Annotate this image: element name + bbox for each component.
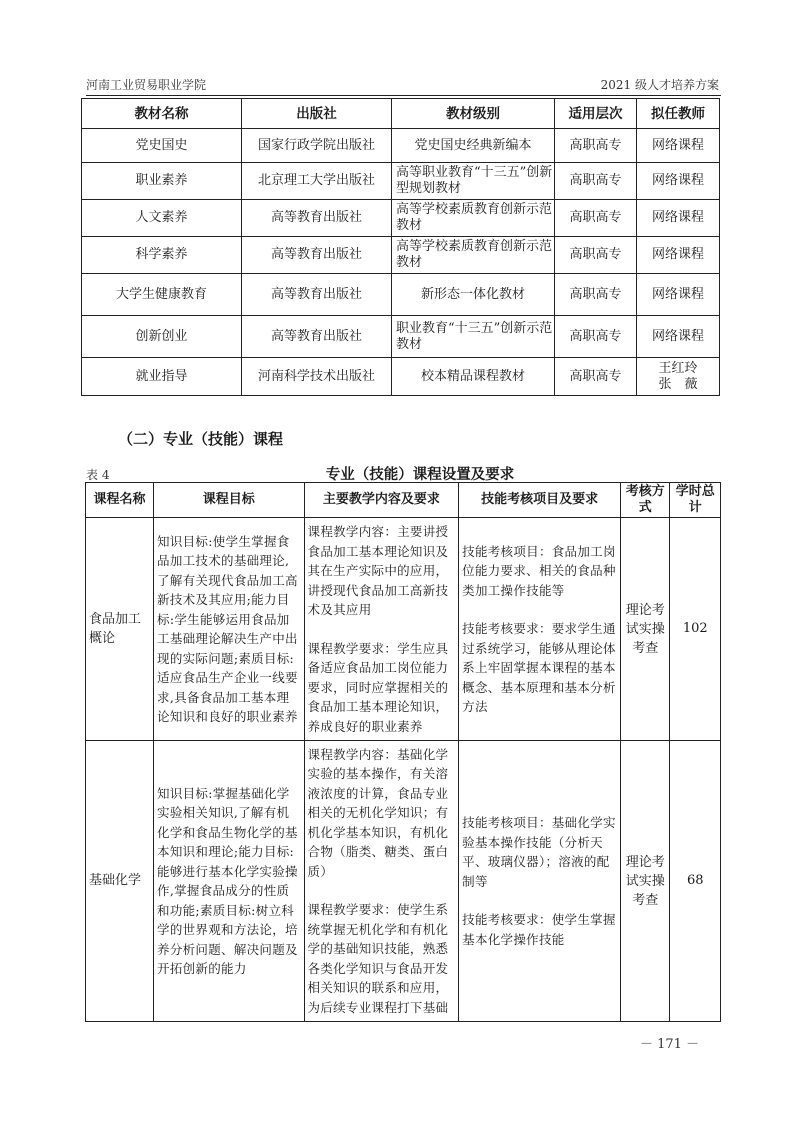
- cell-publisher: 高等教育出版社: [242, 237, 392, 274]
- cell-course-content: [304, 518, 459, 741]
- table-row: [82, 316, 720, 358]
- col-header: 拟任教师: [637, 99, 720, 129]
- cell-scope: 高职高专: [555, 316, 637, 358]
- col-header: 技能考核项目及要求: [459, 483, 621, 518]
- cell-name: 就业指导: [82, 358, 242, 396]
- cell-teacher: 网络课程: [637, 129, 720, 163]
- teacher-name: 王红玲: [658, 360, 698, 376]
- teacher-name: 张 薇: [658, 376, 698, 392]
- cell-skill-assessment: [459, 518, 621, 741]
- cell-total-hours: 68: [670, 741, 721, 1022]
- col-header: 课程名称: [86, 483, 154, 518]
- cell-name: 科学素养: [82, 237, 242, 274]
- cell-course-goal: 知识目标:使学生掌握食品加工技术的基础理论,了解有关现代食品加工高新技术及其应用;能力目标:学生能够运用食品加工基础理论解决生产中出现的实际问题;素质目标:适应食品生产企业一线要求,具备食品加工基本理论知识和良好的职业素养: [154, 518, 305, 741]
- cell-level: 校本精品课程教材: [392, 358, 555, 396]
- cell-level: 党史国史经典新编本: [392, 129, 555, 163]
- cell-assessment-method: 理论考试实操考查: [620, 518, 669, 741]
- col-header: 教材名称: [82, 99, 242, 129]
- table-row: [82, 163, 720, 200]
- content-text: 课程教学内容：主要讲授食品加工基本理论知识及其在生产实际中的应用，讲授现代食品加工高新技术及其应用: [307, 524, 449, 617]
- table-row: [82, 274, 720, 316]
- cell-course-name: 食品加工概论: [86, 518, 154, 741]
- cell-publisher: 高等教育出版社: [242, 316, 392, 358]
- table-header-row: [82, 99, 720, 129]
- header-school: 河南工业贸易职业学院: [86, 78, 207, 92]
- header-rule: [86, 95, 721, 96]
- requirement-text: 课程教学要求：学生应具备适应食品加工岗位能力要求，同时应掌握相关的食品加工基本理论知识，养成良好的职业素养: [307, 640, 449, 734]
- cell-publisher: 国家行政学院出版社: [242, 129, 392, 163]
- table-row: [82, 129, 720, 163]
- content-text: 课程教学内容：基础化学实验的基本操作，有关溶液浓度的计算，食品专业相关的无机化学知识；有机化学基本知识，有机化合物（脂类、糖类、蛋白质）: [307, 746, 449, 879]
- cell-course-name: 基础化学: [86, 741, 154, 1022]
- table-row: [82, 358, 720, 396]
- cell-level: 新形态一体化教材: [392, 274, 555, 316]
- col-header: 教材级别: [392, 99, 555, 129]
- requirement-text: 课程教学要求：使学生系统掌握无机化学和有机化学的基础知识技能，熟悉各类化学知识与食品开发相关知识的联系和应用，为后续专业课程打下基础: [307, 902, 449, 1015]
- cell-name: 人文素养: [82, 200, 242, 237]
- col-header: 学时总计: [670, 483, 721, 518]
- cell-scope: 高职高专: [555, 200, 637, 237]
- cell-teacher: 网络课程: [637, 274, 720, 316]
- cell-scope: 高职高专: [555, 274, 637, 316]
- course-table: [85, 482, 721, 1022]
- col-header: 考核方式: [620, 483, 669, 518]
- cell-skill-assessment: [459, 741, 621, 1022]
- cell-publisher: 北京理工大学出版社: [242, 163, 392, 200]
- cell-total-hours: 102: [670, 518, 721, 741]
- cell-name: 创新创业: [82, 316, 242, 358]
- table-row: [86, 518, 721, 741]
- table-title: 专业（技能）课程设置及要求: [325, 467, 515, 483]
- cell-scope: 高职高专: [555, 237, 637, 274]
- cell-teacher: 网络课程: [637, 200, 720, 237]
- cell-publisher: 高等教育出版社: [242, 274, 392, 316]
- textbook-table: [81, 98, 720, 396]
- cell-scope: 高职高专: [555, 358, 637, 396]
- cell-teacher: 网络课程: [637, 237, 720, 274]
- skill-item-text: 技能考核项目：基础化学实验基本操作技能（分析天平、玻璃仪器）；溶液的配制等: [462, 815, 616, 889]
- skill-req-text: 技能考核要求：使学生掌握基本化学操作技能: [462, 912, 616, 947]
- cell-teacher: [637, 358, 720, 396]
- cell-name: 大学生健康教育: [82, 274, 242, 316]
- col-header: 主要教学内容及要求: [304, 483, 459, 518]
- table-row: [82, 237, 720, 274]
- cell-assessment-method: 理论考试实操考查: [620, 741, 669, 1022]
- col-header: 出版社: [242, 99, 392, 129]
- cell-publisher: 高等教育出版社: [242, 200, 392, 237]
- col-header: 适用层次: [555, 99, 637, 129]
- cell-teacher: 网络课程: [637, 163, 720, 200]
- page-header: [86, 76, 719, 94]
- table-row: [86, 741, 721, 1022]
- table-row: [82, 200, 720, 237]
- cell-scope: 高职高专: [555, 163, 637, 200]
- cell-publisher: 河南科学技术出版社: [242, 358, 392, 396]
- col-header: 课程目标: [154, 483, 305, 518]
- header-doc-title: 2021 级人才培养方案: [600, 78, 719, 92]
- table-label: 表 4: [86, 468, 110, 482]
- table-header-row: [86, 483, 721, 518]
- cell-scope: 高职高专: [555, 129, 637, 163]
- cell-course-content: [304, 741, 459, 1022]
- cell-level: 高等学校素质教育创新示范教材: [392, 237, 555, 274]
- cell-name: 党史国史: [82, 129, 242, 163]
- cell-course-goal: 知识目标:掌握基础化学实验相关知识,了解有机化学和食品生物化学的基本知识和理论;能力目标:能够进行基本化学实验操作,掌握食品成分的性质和功能;素质目标:树立科学的世界观和方法论，培养分析问题、解决问题及开拓创新的能力: [154, 741, 305, 1022]
- skill-req-text: 技能考核要求：要求学生通过系统学习，能够从理论体系上牢固掌握本课程的基本概念、基本原理和基本分析方法: [462, 621, 616, 714]
- section-heading: （二）专业（技能）课程: [118, 430, 284, 448]
- cell-level: 高等学校素质教育创新示范教材: [392, 200, 555, 237]
- cell-teacher: 网络课程: [637, 316, 720, 358]
- cell-name: 职业素养: [82, 163, 242, 200]
- cell-level: 职业教育“十三五”创新示范教材: [392, 316, 555, 358]
- skill-item-text: 技能考核项目：食品加工岗位能力要求、相关的食品种类加工操作技能等: [462, 543, 616, 598]
- cell-level: 高等职业教育“十三五”创新型规划教材: [392, 163, 555, 200]
- page-number: － 171 －: [640, 1037, 700, 1052]
